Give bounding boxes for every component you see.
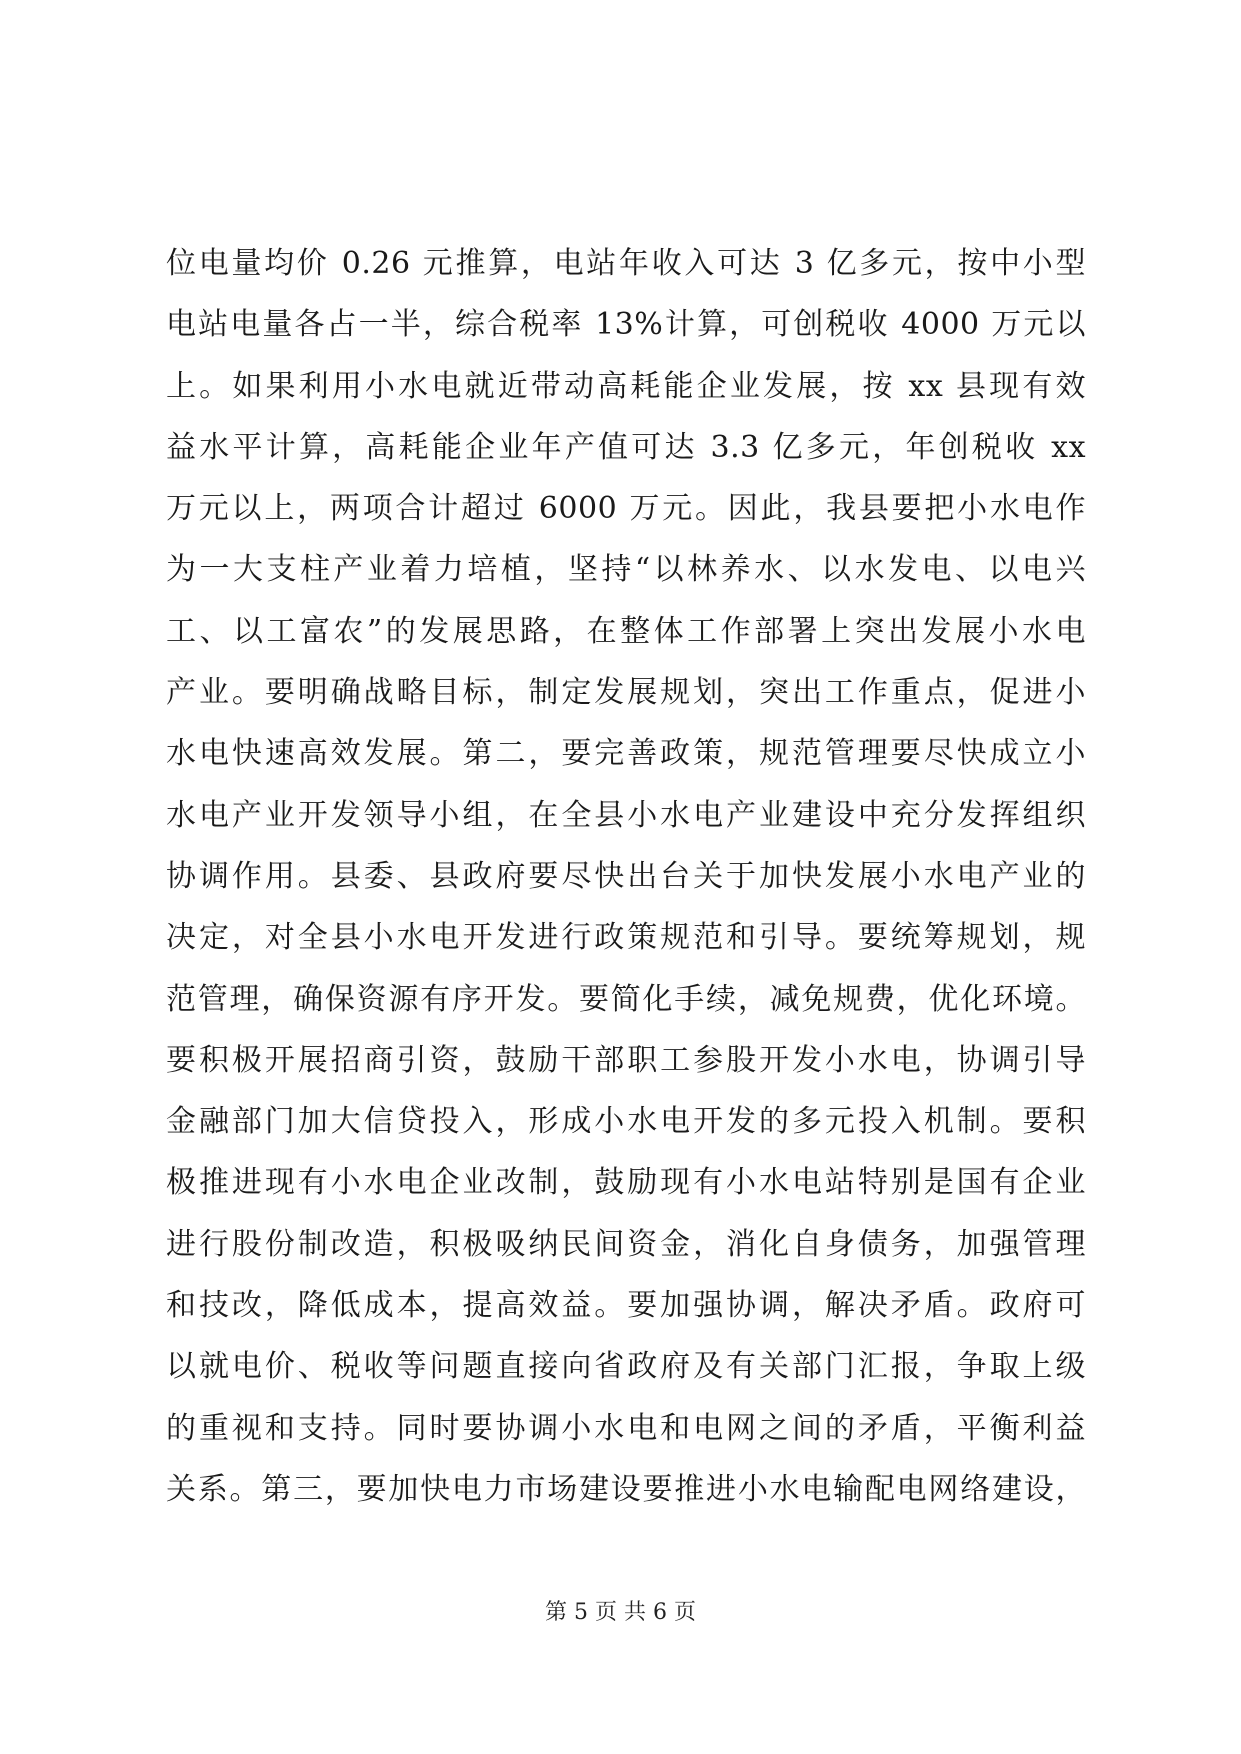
text-line: 关系。第三，要加快电力市场建设要推进小水电输配电网络建设，	[166, 1471, 1086, 1507]
body-text	[166, 233, 1086, 1520]
text-line: 金融部门加大信贷投入，形成小水电开发的多元投入机制。要积	[166, 1104, 1086, 1140]
text-line: 要积极开展招商引资，鼓励干部职工参股开发小水电，协调引导	[166, 1042, 1086, 1078]
text-line: 上。如果利用小水电就近带动高耗能企业发展，按 xx 县现有效	[166, 368, 1086, 404]
text-line: 和技改，降低成本，提高效益。要加强协调，解决矛盾。政府可	[166, 1288, 1086, 1324]
text-line: 以就电价、税收等问题直接向省政府及有关部门汇报，争取上级	[166, 1349, 1086, 1385]
text-line: 电站电量各占一半，综合税率 13%计算，可创税收 4000 万元以	[166, 307, 1086, 343]
text-line: 的重视和支持。同时要协调小水电和电网之间的矛盾，平衡利益	[166, 1410, 1086, 1446]
text-line: 水电快速高效发展。第二，要完善政策，规范管理要尽快成立小	[166, 736, 1086, 772]
text-line: 产业。要明确战略目标，制定发展规划，突出工作重点，促进小	[166, 675, 1086, 711]
text-line: 万元以上，两项合计超过 6000 万元。因此，我县要把小水电作	[166, 491, 1086, 527]
text-line: 极推进现有小水电企业改制，鼓励现有小水电站特别是国有企业	[166, 1165, 1086, 1201]
text-line: 水电产业开发领导小组，在全县小水电产业建设中充分发挥组织	[166, 797, 1086, 833]
text-line: 为一大支柱产业着力培植，坚持“以林养水、以水发电、以电兴	[166, 552, 1086, 588]
text-line: 工、以工富农”的发展思路，在整体工作部署上突出发展小水电	[166, 613, 1086, 649]
text-line: 范管理，确保资源有序开发。要简化手续，减免规费，优化环境。	[166, 981, 1086, 1017]
text-line: 益水平计算，高耗能企业年产值可达 3.3 亿多元，年创税收 xx	[166, 429, 1086, 465]
text-line: 位电量均价 0.26 元推算，电站年收入可达 3 亿多元，按中小型	[166, 246, 1086, 281]
text-line: 协调作用。县委、县政府要尽快出台关于加快发展小水电产业的	[166, 858, 1086, 894]
text-line: 进行股份制改造，积极吸纳民间资金，消化自身债务，加强管理	[166, 1226, 1086, 1262]
page-footer: 第 5 页 共 6 页	[545, 1600, 696, 1625]
text-line: 决定，对全县小水电开发进行政策规范和引导。要统筹规划，规	[166, 920, 1086, 956]
